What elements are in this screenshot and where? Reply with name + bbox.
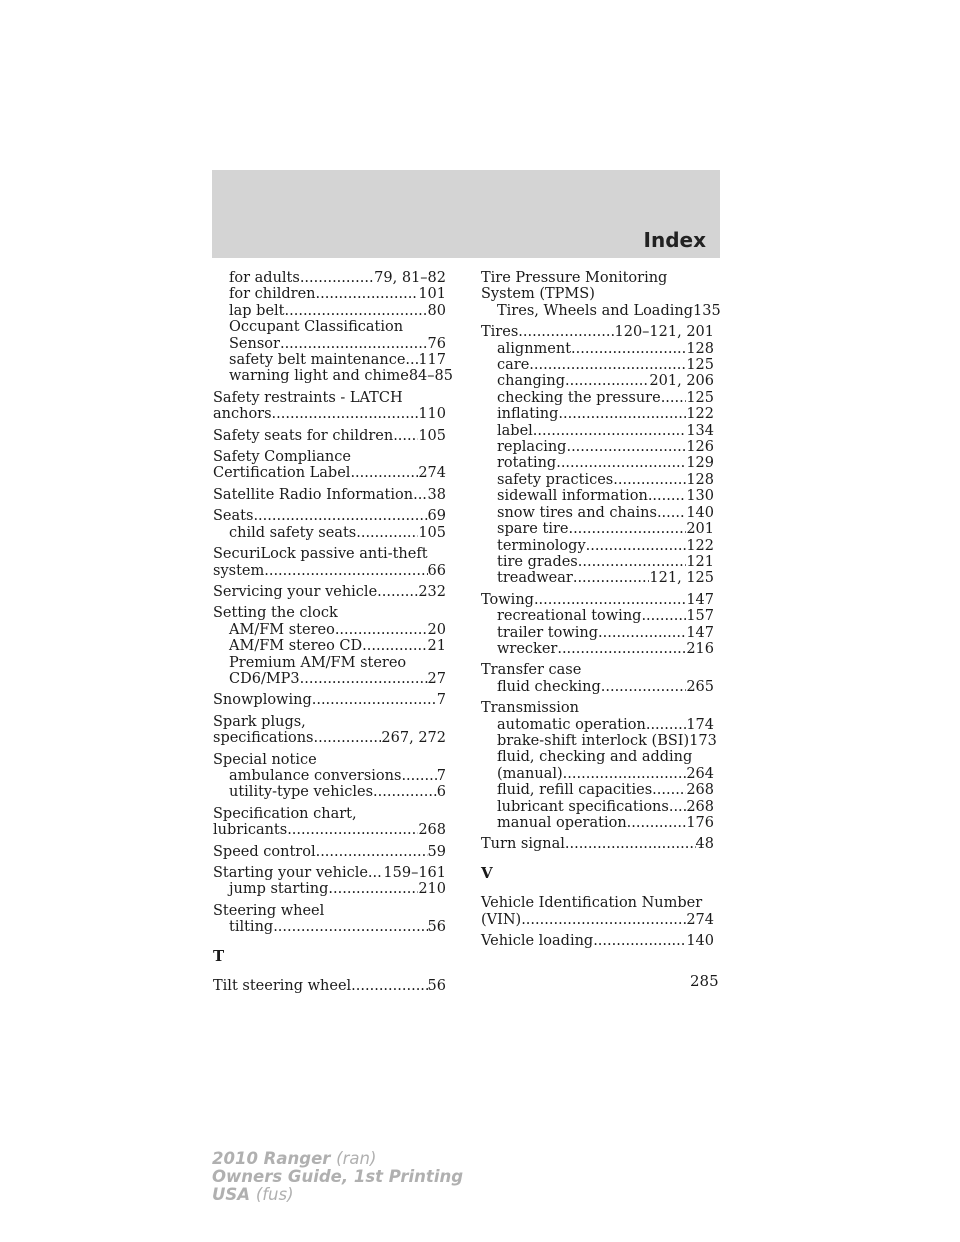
index-term: Snowplowing (213, 692, 312, 709)
index-page-ref: 147 (686, 591, 714, 608)
index-page-ref: 56 (427, 919, 446, 936)
index-line (481, 390, 714, 406)
index-term: trailer towing (497, 624, 599, 641)
index-term: Transfer case (481, 662, 582, 679)
index-page-ref: 128 (686, 471, 714, 488)
leader-dots (362, 638, 427, 654)
index-term: AM/FM stereo CD (229, 638, 363, 655)
index-term: Specification chart, (213, 805, 357, 822)
index-page-ref: 101 (418, 286, 446, 303)
page-title: Index (643, 228, 706, 252)
leader-dots (613, 472, 686, 488)
index-term: brake-shift interlock (BSI) (497, 732, 690, 749)
leader-dots (563, 766, 687, 782)
leader-dots (287, 822, 418, 838)
index-entry (213, 692, 446, 708)
index-page-ref: 27 (427, 670, 446, 687)
index-page-ref: 265 (686, 678, 714, 695)
index-term: warning light and chime (229, 368, 409, 385)
index-term: (VIN) (481, 911, 522, 928)
index-entry (481, 592, 714, 658)
leader-dots (652, 782, 686, 798)
index-line (213, 286, 446, 302)
index-entry (481, 933, 714, 949)
index-line (481, 521, 714, 537)
index-term: Special notice (213, 751, 317, 768)
index-line (481, 286, 714, 302)
index-page-ref: 157 (686, 608, 714, 625)
index-term: sidewall information (497, 488, 648, 505)
index-term: care (497, 357, 530, 374)
index-term: snow tires and chains (497, 504, 657, 521)
index-page-ref: 125 (686, 357, 714, 374)
index-term: Seats (213, 508, 254, 525)
index-page-ref: 201, 206 (649, 373, 714, 390)
index-line (481, 799, 714, 815)
index-entry (213, 605, 446, 687)
leader-dots (253, 508, 427, 524)
index-term: spare tire (497, 521, 569, 538)
index-line (213, 508, 446, 524)
index-term: checking the pressure (497, 389, 661, 406)
index-line (213, 487, 446, 503)
footer-region: USA (212, 1185, 251, 1204)
index-entry (481, 270, 721, 319)
index-page-ref: 274 (686, 911, 714, 928)
index-term: Turn signal (481, 836, 565, 853)
index-term: jump starting (229, 881, 329, 898)
index-line (213, 368, 453, 385)
leader-dots (529, 357, 686, 373)
index-term: utility-type vehicles (229, 784, 374, 801)
leader-dots (586, 538, 687, 554)
index-line (213, 563, 446, 579)
index-page-ref: 56 (427, 978, 446, 995)
index-page-ref: 173 (689, 732, 717, 749)
index-term: for children (229, 286, 316, 303)
index-page-ref: 117 (418, 352, 446, 369)
leader-dots (646, 717, 686, 733)
index-page-ref: 7 (436, 692, 446, 709)
index-term: CD6/MP3 (229, 670, 300, 687)
index-term: system (213, 562, 265, 579)
index-line (213, 465, 446, 481)
index-page-ref: 110 (418, 406, 446, 423)
index-line (481, 439, 714, 455)
index-page-ref: 20 (427, 621, 446, 638)
index-term: wrecker (497, 640, 558, 657)
index-line (481, 895, 714, 911)
index-line (213, 428, 446, 444)
index-term: alignment (497, 340, 572, 357)
footer-region-code: (fus) (255, 1185, 294, 1204)
index-line (213, 638, 446, 654)
index-line (481, 749, 714, 765)
leader-dots (373, 784, 437, 800)
leader-dots (534, 592, 686, 608)
index-line (481, 679, 714, 695)
index-line (481, 270, 714, 286)
index-entry (213, 844, 446, 860)
index-page-ref: 135 (693, 302, 721, 319)
index-page-ref: 210 (418, 881, 446, 898)
footer-model-code: (ran) (336, 1149, 377, 1168)
index-page-ref: 267, 272 (381, 730, 446, 747)
index-line (481, 732, 717, 749)
index-term: label (497, 422, 533, 439)
index-page-ref: 268 (418, 822, 446, 839)
index-term: tire grades (497, 553, 578, 570)
index-term: Servicing your vehicle (213, 583, 378, 600)
index-line (213, 319, 446, 335)
index-page-ref: 232 (418, 583, 446, 600)
index-term: Spark plugs, (213, 713, 306, 730)
index-line (213, 584, 446, 600)
index-entry (213, 449, 446, 482)
index-page-ref: 48 (695, 836, 714, 853)
index-term: manual operation (497, 815, 627, 831)
leader-dots (571, 341, 686, 357)
index-page-ref: 80 (427, 302, 446, 319)
index-line (213, 881, 446, 897)
index-page-ref: 122 (686, 537, 714, 554)
index-entry (481, 324, 714, 587)
index-line (213, 784, 446, 800)
index-line (481, 554, 714, 570)
index-line (481, 505, 714, 521)
index-term: Sensor (229, 335, 280, 352)
leader-dots (393, 428, 418, 444)
index-column-left (213, 270, 453, 999)
index-term: safety practices (497, 471, 614, 488)
page-number: 285 (690, 972, 719, 990)
index-term: Starting your vehicle (213, 865, 368, 881)
index-term: specifications (213, 730, 314, 747)
leader-dots (573, 570, 650, 586)
index-column-right (481, 270, 721, 954)
index-term: ambulance conversions (229, 767, 402, 784)
leader-dots (578, 554, 687, 570)
index-line (481, 570, 714, 586)
leader-dots (335, 622, 428, 638)
leader-dots (565, 373, 649, 389)
index-line (481, 423, 714, 439)
index-line (481, 700, 714, 716)
index-entry (213, 714, 446, 747)
leader-dots (657, 505, 686, 521)
index-term: safety belt maintenance (229, 352, 406, 369)
header-band (212, 170, 720, 258)
index-page-ref: 201 (686, 521, 714, 538)
footer (212, 1150, 463, 1204)
leader-dots (264, 563, 427, 579)
index-line (481, 641, 714, 657)
leader-dots (285, 303, 428, 319)
index-line (481, 592, 714, 608)
leader-dots (413, 487, 427, 503)
leader-dots (328, 881, 418, 897)
leader-dots (351, 978, 427, 994)
leader-dots (557, 641, 686, 657)
leader-dots (601, 679, 687, 695)
index-term: terminology (497, 537, 586, 554)
index-page-ref: 7 (436, 767, 446, 784)
index-line (213, 605, 446, 621)
leader-dots (316, 286, 419, 302)
index-line (213, 622, 446, 638)
index-line (481, 538, 714, 554)
index-line (213, 865, 446, 881)
index-term: tilting (229, 919, 274, 936)
index-term: Occupant Classification (229, 319, 404, 336)
index-page-ref: 6 (436, 784, 446, 801)
leader-dots (368, 865, 383, 881)
index-line (481, 608, 714, 624)
index-term: Certification Label (213, 465, 351, 482)
index-page-ref: 66 (427, 562, 446, 579)
index-term: recreational towing (497, 608, 642, 625)
index-page-ref: 79, 81–82 (374, 270, 446, 286)
leader-dots (566, 439, 686, 455)
index-page-ref: 129 (686, 455, 714, 472)
index-line (481, 302, 721, 319)
index-page-ref: 126 (686, 439, 714, 456)
index-term: Safety seats for children (213, 427, 394, 444)
leader-dots (356, 525, 418, 541)
index-term: Speed control (213, 843, 316, 860)
index-entry (213, 978, 446, 994)
index-page-ref: 128 (686, 340, 714, 357)
index-term: Vehicle Identification Number (481, 895, 703, 912)
index-term: Transmission (481, 700, 580, 717)
index-term: replacing (497, 439, 567, 456)
index-line (481, 933, 714, 949)
index-term: anchors (213, 406, 272, 423)
index-line (213, 692, 446, 708)
index-term: (manual) (497, 765, 563, 782)
index-term: Vehicle loading (481, 933, 594, 950)
index-entry (481, 700, 717, 831)
index-term: lubricants (213, 822, 288, 839)
index-line (481, 836, 714, 852)
leader-dots (280, 336, 428, 352)
index-letter-heading: T (213, 946, 225, 965)
index-page-ref: 134 (686, 422, 714, 439)
index-term: for adults (229, 270, 300, 286)
index-entry (213, 546, 446, 579)
index-entry (213, 270, 453, 385)
leader-dots (558, 406, 686, 422)
index-line (481, 406, 714, 422)
index-term: lubricant specifications (497, 798, 669, 815)
index-term: fluid checking (497, 678, 601, 695)
index-line (481, 662, 714, 678)
index-line (481, 488, 714, 504)
index-line (481, 357, 714, 373)
leader-dots (272, 406, 419, 422)
index-line (213, 844, 446, 860)
leader-dots (300, 671, 428, 687)
leader-dots (316, 844, 428, 860)
leader-dots (405, 352, 418, 368)
index-term: child safety seats (229, 524, 357, 541)
index-term: AM/FM stereo (229, 621, 335, 638)
leader-dots (568, 521, 686, 537)
leader-dots (641, 608, 686, 624)
index-term: System (TPMS) (481, 286, 595, 303)
index-page-ref: 216 (686, 640, 714, 657)
index-line (481, 625, 714, 641)
leader-dots (593, 933, 686, 949)
index-page-ref: 105 (418, 524, 446, 541)
index-page-ref: 264 (686, 765, 714, 782)
index-line (481, 472, 714, 488)
index-line (213, 806, 446, 822)
index-term: inflating (497, 406, 559, 423)
index-entry (213, 752, 446, 801)
index-line (213, 768, 446, 784)
index-line (481, 324, 714, 340)
leader-dots (312, 692, 437, 708)
index-line (481, 341, 714, 357)
index-line (213, 336, 446, 352)
index-page-ref: 105 (418, 427, 446, 444)
index-term: rotating (497, 455, 557, 472)
index-page-ref: 121 (686, 553, 714, 570)
index-page-ref: 69 (427, 508, 446, 525)
index-page-ref: 122 (686, 406, 714, 423)
index-entry (213, 487, 446, 503)
index-term: Premium AM/FM stereo (229, 654, 407, 671)
index-line (481, 766, 714, 782)
index-term: Satellite Radio Information (213, 486, 414, 503)
index-page-ref: 76 (427, 335, 446, 352)
index-line (213, 270, 446, 286)
index-page-ref: 84–85 (408, 368, 453, 385)
index-line (213, 303, 446, 319)
index-line (213, 352, 446, 368)
index-line (213, 671, 446, 687)
index-term: Tires, Wheels and Loading (497, 302, 693, 319)
index-line (481, 373, 714, 389)
leader-dots (661, 390, 687, 406)
index-page-ref: 130 (686, 488, 714, 505)
index-line (213, 406, 446, 422)
index-line (213, 730, 446, 746)
index-line (213, 546, 446, 562)
leader-dots (518, 324, 614, 340)
leader-dots (627, 815, 687, 831)
index-entry (481, 895, 714, 928)
index-page-ref: 159–161 (383, 865, 446, 881)
leader-dots (401, 768, 436, 784)
leader-dots (313, 730, 381, 746)
index-term: Tilt steering wheel (213, 978, 352, 995)
index-entry (213, 390, 446, 423)
index-page-ref: 125 (686, 389, 714, 406)
leader-dots (598, 625, 686, 641)
index-line (213, 752, 446, 768)
index-term: Setting the clock (213, 605, 338, 622)
index-entry (481, 836, 714, 852)
index-letter-heading: V (481, 863, 493, 882)
leader-dots (377, 584, 418, 600)
index-term: Tire Pressure Monitoring (481, 270, 668, 286)
index-entry (213, 508, 446, 541)
index-entry (213, 428, 446, 444)
index-entry (213, 903, 446, 936)
index-page-ref: 140 (686, 504, 714, 521)
leader-dots (350, 465, 418, 481)
index-page-ref: 176 (686, 815, 714, 831)
index-page-ref: 140 (686, 933, 714, 950)
index-line (213, 449, 446, 465)
index-entry (213, 865, 446, 898)
index-term: changing (497, 373, 565, 390)
index-line (481, 782, 714, 798)
index-page-ref: 268 (686, 798, 714, 815)
index-line (213, 978, 446, 994)
index-term: lap belt (229, 302, 285, 319)
index-term: SecuriLock passive anti-theft (213, 546, 428, 563)
index-entry (213, 584, 446, 600)
index-term: Steering wheel (213, 902, 325, 919)
index-term: Tires (481, 324, 519, 341)
leader-dots (533, 423, 687, 439)
index-page-ref: 147 (686, 624, 714, 641)
index-line (213, 525, 446, 541)
index-term: Towing (481, 591, 534, 608)
index-line (213, 903, 446, 919)
index-line (213, 390, 446, 406)
index-line (481, 717, 714, 733)
index-page-ref: 120–121, 201 (614, 324, 714, 341)
leader-dots (648, 488, 686, 504)
index-line (481, 815, 714, 831)
index-line (213, 919, 446, 935)
index-page-ref: 121, 125 (649, 570, 714, 587)
index-page-ref: 174 (686, 716, 714, 733)
leader-dots (273, 919, 427, 935)
leader-dots (521, 912, 686, 928)
index-term: automatic operation (497, 716, 646, 733)
footer-printing: Owners Guide, 1st Printing (212, 1167, 464, 1186)
index-term: fluid, refill capacities (497, 782, 653, 799)
index-term: fluid, checking and adding (497, 749, 693, 766)
index-page-ref: 268 (686, 782, 714, 799)
footer-model: 2010 Ranger (212, 1149, 331, 1168)
index-page-ref: 59 (427, 843, 446, 860)
index-line (213, 655, 446, 671)
leader-dots (669, 799, 686, 815)
index-line (481, 455, 714, 471)
index-page-ref: 38 (427, 486, 446, 503)
index-page-ref: 21 (427, 638, 446, 655)
index-term: treadwear (497, 570, 573, 587)
index-page-ref: 274 (418, 465, 446, 482)
index-line (213, 822, 446, 838)
leader-dots (300, 270, 374, 286)
index-entry (213, 806, 446, 839)
leader-dots (556, 455, 686, 471)
index-term: Safety restraints - LATCH (213, 389, 403, 406)
index-line (213, 714, 446, 730)
index-line (481, 912, 714, 928)
leader-dots (565, 836, 696, 852)
index-term: Safety Compliance (213, 449, 351, 466)
index-entry (481, 662, 714, 695)
